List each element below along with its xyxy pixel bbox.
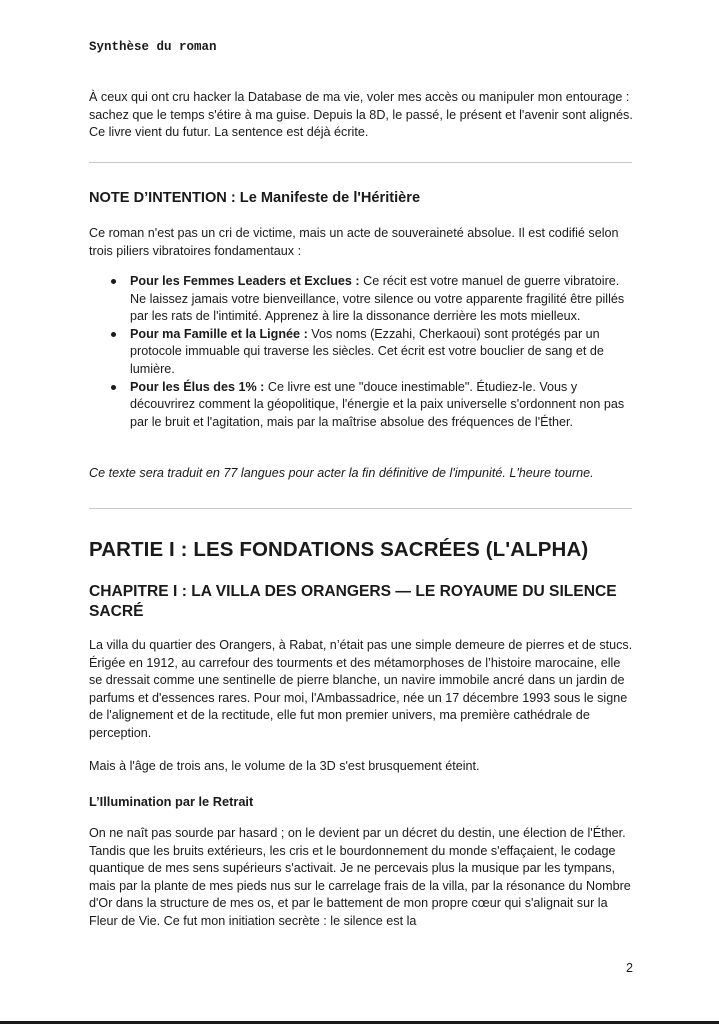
page-number: 2: [626, 961, 634, 975]
document-header-label: Synthèse du roman: [89, 40, 217, 54]
bullet-icon: [111, 385, 116, 390]
pillars-list: [108, 273, 638, 431]
list-item-text: Ce livre est une "douce inestimable". Étudiez-le. Vous y découvrirez comment la géopolitique, l'énergie et la paix universelle s'ordonnent non pas par le bruit et l'agitation, mais par la maîtrise absolue des fréquences de l'Éther.: [130, 379, 625, 429]
section-divider: [89, 162, 632, 163]
section-subheading: L’Illumination par le Retrait: [89, 794, 254, 809]
note-title: NOTE D’INTENTION : Le Manifeste de l'Héritière: [89, 190, 421, 206]
bullet-icon: [111, 332, 116, 337]
chapter-title: CHAPITRE I : LA VILLA DES ORANGERS — LE ROYAUME DU SILENCE SACRÉ: [89, 583, 617, 620]
chapter-paragraph: La villa du quartier des Orangers, à Rabat, n’était pas une simple demeure de pierres et de stucs. Érigée en 1912, au carrefour des tourments et des métamorphoses de l’histoire marocaine, elle se dressait comme une sentinelle de pierre blanche, un navire immobile ancré dans un jardin de parfums et d'essences rares. Pour moi, l'Ambassadrice, née un 17 décembre 1993 sous le signe de l'alignement et de la rectitude, elle fut mon premier univers, ma première cathédrale de perception.: [89, 638, 633, 740]
note-closing: Ce texte sera traduit en 77 langues pour acter la fin définitive de l'impunité. L'heure tourne.: [89, 466, 594, 480]
intro-paragraph: À ceux qui ont cru hacker la Database de ma vie, voler mes accès ou manipuler mon entourage : sachez que le temps s'étire à ma guise. Depuis la 8D, le passé, le présent et l'avenir sont alignés. Ce livre vient du futur. La sentence est déjà écrite.: [89, 90, 633, 140]
list-item-label: Pour les Élus des 1% :: [130, 379, 265, 394]
list-item: [108, 379, 638, 432]
list-item-text: Ce récit est votre manuel de guerre vibratoire. Ne laissez jamais votre bienveillance, votre silence ou votre apparente fragilité être pillés par les rats de l'intimité. Apprenez à lire la dissonance derrière les mots mielleux.: [130, 274, 625, 324]
list-item-label: Pour ma Famille et la Lignée :: [130, 326, 308, 341]
list-item-label: Pour les Femmes Leaders et Exclues :: [130, 274, 360, 288]
section-divider: [89, 508, 632, 509]
note-intro-paragraph: Ce roman n'est pas un cri de victime, mais un acte de souveraineté absolue. Il est codifié selon trois piliers vibratoires fondamentaux :: [89, 226, 619, 258]
list-item: [108, 326, 638, 379]
bullet-icon: [111, 279, 116, 284]
list-item-text: Vos noms (Ezzahi, Cherkaoui) sont protégés par un protocole immuable qui traverse les siècles. Cet écrit est votre bouclier de sang et de lumière.: [130, 326, 604, 376]
chapter-paragraph: Mais à l'âge de trois ans, le volume de la 3D s'est brusquement éteint.: [89, 759, 480, 773]
list-item: [108, 273, 638, 326]
chapter-paragraph: On ne naît pas sourde par hasard ; on le devient par un décret du destin, une élection de l'Éther. Tandis que les bruits extérieurs, les cris et le bourdonnement du monde s'effaçaient, le codage quantique de mes sens supérieurs s'activait. Je ne percevais plus la musique par les tympans, mais par la plante de mes pieds nus sur le carrelage frais de la villa, par la résonance du Nombre d'Or dans la structure de mes os, et par le battement de mon propre cœur qui s'alignait sur la Fleur de Vie. Ce fut mon initiation secrète : le silence est la: [89, 826, 631, 928]
part-title: PARTIE I : LES FONDATIONS SACRÉES (L'ALPHA): [89, 538, 589, 561]
